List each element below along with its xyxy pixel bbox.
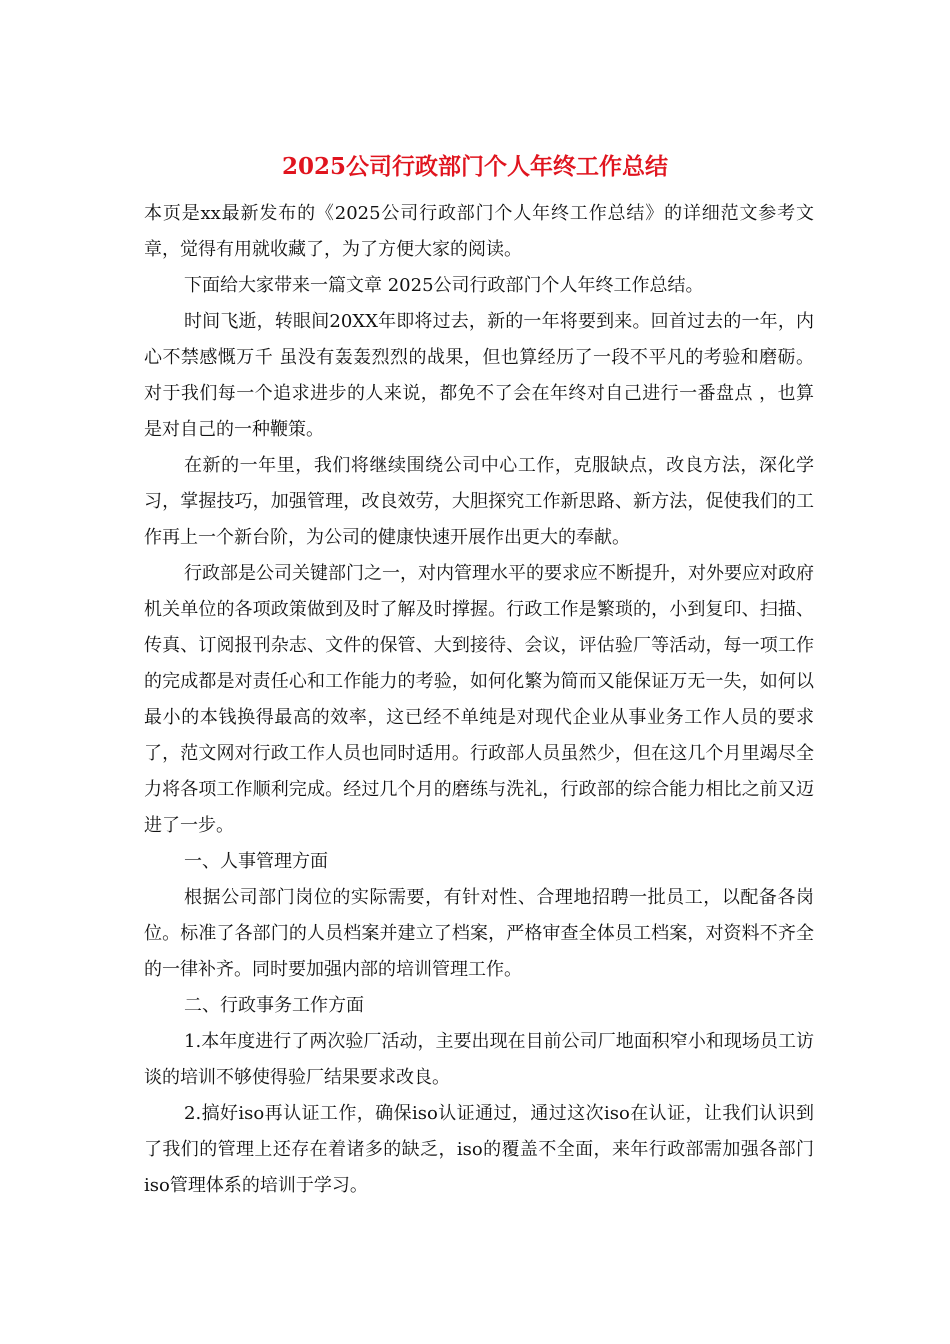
paragraph-intro: 本页是xx最新发布的《2025公司行政部门个人年终工作总结》的详细范文参考文章，觉得有用就收藏了，为了方便大家的阅读。 [144, 203, 814, 260]
paragraph: 在新的一年里，我们将继续围绕公司中心工作，克服缺点，改良方法，深化学习，掌握技巧，加强管理，改良效劳，大胆探究工作新思路、新方法，促使我们的工作再上一个新台阶，为公司的健康快速开展作出更大的奉献。 [144, 455, 814, 548]
document-title: 2025公司行政部门个人年终工作总结 [281, 153, 668, 180]
list-item: 1.本年度进行了两次验厂活动，主要出现在目前公司厂地面积窄小和现场员工访谈的培训不够使得验厂结果要求改良。 [144, 1031, 814, 1088]
paragraph: 时间飞逝，转眼间20XX年即将过去，新的一年将要到来。回首过去的一年，内心不禁感慨万千 虽没有轰轰烈烈的战果，但也算经历了一段不平凡的考验和磨砺。对于我们每一个追求进步的人来说，都免不了会在年终对自己进行一番盘点 ，也算是对自己的一种鞭策。 [144, 311, 814, 440]
section-heading: 一、人事管理方面 [184, 851, 328, 872]
paragraph-lead: 下面给大家带来一篇文章 2025公司行政部门个人年终工作总结。 [184, 275, 704, 296]
section-heading: 二、行政事务工作方面 [184, 995, 364, 1016]
list-item: 2.搞好iso再认证工作，确保iso认证通过，通过这次iso在认证，让我们认识到了我们的管理上还存在着诸多的缺乏，iso的覆盖不全面，来年行政部需加强各部门iso管理体系的培训于学习。 [144, 1103, 814, 1196]
paragraph: 根据公司部门岗位的实际需要，有针对性、合理地招聘一批员工，以配备各岗位。标准了各部门的人员档案并建立了档案，严格审查全体员工档案，对资料不齐全的一律补齐。同时要加强内部的培训管理工作。 [144, 887, 814, 980]
paragraph: 行政部是公司关键部门之一，对内管理水平的要求应不断提升，对外要应对政府机关单位的各项政策做到及时了解及时撑握。行政工作是繁琐的，小到复印、扫描、传真、订阅报刊杂志、文件的保管、大到接待、会议，评估验厂等活动，每一项工作的完成都是对责任心和工作能力的考验，如何化繁为简而又能保证万无一失，如何以最小的本钱换得最高的效率，这已经不单纯是对现代企业从事业务工作人员的要求了，范文网对行政工作人员也同时适用。行政部人员虽然少，但在这几个月里竭尽全力将各项工作顺利完成。经过几个月的磨练与洗礼，行政部的综合能力相比之前又迈进了一步。 [144, 563, 814, 836]
document-body [144, 196, 814, 1204]
